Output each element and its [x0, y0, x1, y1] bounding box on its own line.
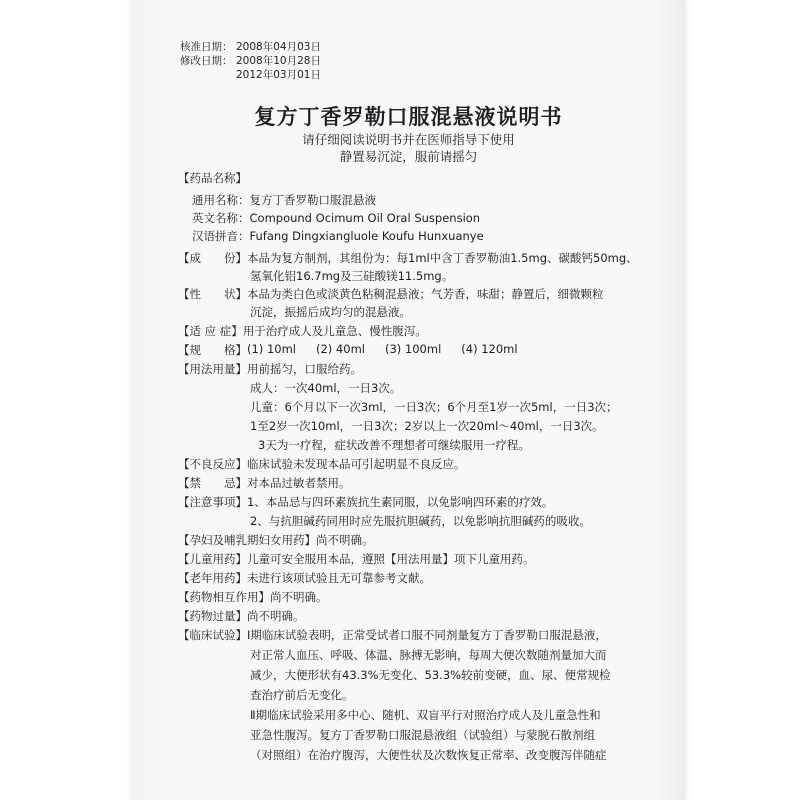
clinical-line-1: Ⅰ期临床试验表明，正常受试者口服不同剂量复方丁香罗勒口服混悬液， — [247, 628, 607, 642]
clinical-line-6: 亚急性腹泻。复方丁香罗勒口服混悬液组（试验组）与蒙脱石散剂组 — [250, 728, 595, 742]
properties-line-2: 沉淀，振摇后成均匀的混悬液。 — [250, 305, 411, 319]
contraindications-value: 对本品过敏者禁用。 — [247, 476, 351, 490]
adverse-row — [178, 456, 466, 472]
pinyin-label: 汉语拼音： — [192, 229, 250, 243]
clinical-line-2: 对正常人血压、呼吸、体温、脉搏无影响，每周大便次数随剂量加大而 — [250, 648, 607, 662]
pinyin-value: Fufang Dingxiangluole Koufu Hunxuanye — [249, 229, 484, 243]
adverse-value: 临床试验未发现本品可引起明显不良反应。 — [247, 457, 466, 471]
elderly-value: 未进行该项试验且无可靠参考文献。 — [247, 571, 431, 585]
precautions-line-2: 2、与抗胆碱药同用时应先服抗胆碱药，以免影响抗胆碱药的吸收。 — [250, 514, 591, 528]
english-name-label: 英文名称： — [192, 211, 250, 225]
spec-item: (3) 100ml — [384, 342, 442, 356]
subtitle-shake-well: 静置易沉淀，服前请摇匀 — [339, 149, 478, 164]
dosage-line-5: 3天为一疗程，症状改善不理想者可继续服用一疗程。 — [258, 438, 530, 452]
indications-row — [178, 323, 427, 339]
dosage-line-2: 成人：一次40ml，一日3次。 — [250, 381, 402, 395]
properties-row — [178, 286, 604, 302]
elderly-label: 【老年用药】 — [178, 571, 247, 585]
english-name-value: Compound Ocimum Oil Oral Suspension — [249, 211, 481, 225]
specs-row — [178, 342, 538, 358]
ingredients-row — [178, 250, 638, 266]
dosage-line-3: 儿童：6个月以下一次3ml，一日3次；6个月至1岁一次5ml，一日3次； — [250, 400, 618, 414]
approval-date: 2008年04月03日 — [236, 41, 321, 53]
adverse-label: 【不良反应】 — [178, 457, 247, 471]
contraindications-row — [178, 475, 351, 491]
specs-label: 【规 格】 — [178, 343, 247, 357]
interactions-value: 尚不明确。 — [270, 590, 328, 604]
clinical-line-4: 查治疗前后无变化。 — [250, 688, 354, 702]
revision-date-label: 修改日期： — [180, 55, 233, 67]
clinical-line-7: （对照组）在治疗腹泻，大便性状及次数恢复正常率、改变腹泻伴随症 — [250, 748, 607, 762]
revision-date-2: 2012年03月01日 — [236, 69, 321, 81]
dosage-line-1: 用前摇匀，口服给药。 — [247, 362, 362, 376]
precautions-row — [178, 494, 553, 510]
interactions-row — [178, 589, 328, 605]
ingredients-line-1: 本品为复方制剂，其组份为：每1ml中含丁香罗勒油1.5mg、碳酸钙50mg、 — [247, 251, 638, 265]
document-title: 复方丁香罗勒口服混悬液说明书 — [254, 105, 563, 129]
revision-date-1: 2008年10月28日 — [236, 55, 321, 67]
indications-label: 【适 应 症】 — [178, 324, 243, 338]
precautions-line-1: 1、本品忌与四环素族抗生素同服，以免影响四环素的疗效。 — [247, 495, 554, 509]
drug-name-heading: 【药品名称】 — [178, 171, 247, 185]
english-name-row — [192, 210, 480, 226]
generic-name-row — [192, 192, 376, 208]
clinical-row — [178, 627, 607, 643]
ingredients-line-2: 氢氧化铝16.7mg及三硅酸镁11.5mg。 — [250, 269, 454, 283]
pregnancy-row — [178, 532, 374, 548]
children-row — [178, 551, 535, 567]
clinical-line-3: 减少，大便形状有43.3%无变化、53.3%较前变硬，血、尿、便常规检 — [250, 668, 611, 682]
leaflet-paper — [132, 0, 685, 800]
pregnancy-label: 【孕妇及哺乳期妇女用药】 — [178, 533, 316, 547]
indications-value: 用于治疗成人及儿童急、慢性腹泻。 — [242, 324, 427, 338]
clinical-label: 【临床试验】 — [178, 628, 247, 642]
spec-item: (2) 40ml — [315, 342, 365, 356]
ingredients-label: 【成 份】 — [178, 251, 247, 265]
interactions-label: 【药物相互作用】 — [178, 590, 270, 604]
pregnancy-value: 尚不明确。 — [316, 533, 374, 547]
contraindications-label: 【禁 忌】 — [178, 476, 247, 490]
generic-name-label: 通用名称： — [192, 193, 250, 207]
dosage-label: 【用法用量】 — [178, 362, 247, 376]
overdose-label: 【药物过量】 — [178, 609, 247, 623]
pinyin-row — [192, 228, 484, 244]
date-block — [180, 40, 321, 82]
properties-line-1: 本品为类白色或淡黄色粘稠混悬液；气芳香，味甜；静置后，细微颗粒 — [247, 287, 604, 301]
properties-label: 【性 状】 — [178, 287, 247, 301]
elderly-row — [178, 570, 431, 586]
dosage-row — [178, 361, 362, 377]
dosage-line-4: 1至2岁一次10ml，一日3次；2岁以上一次20ml～40ml，一日3次。 — [250, 419, 604, 433]
children-value: 儿童可安全服用本品，遵照【用法用量】项下儿童用药。 — [247, 552, 535, 566]
overdose-row — [178, 608, 305, 624]
clinical-line-5: Ⅱ期临床试验采用多中心、随机、双盲平行对照治疗成人及儿童急性和 — [250, 708, 601, 722]
generic-name-value: 复方丁香罗勒口服混悬液 — [249, 193, 376, 207]
subtitle-read-instructions: 请仔细阅读说明书并在医师指导下使用 — [302, 132, 515, 147]
precautions-label: 【注意事项】 — [178, 495, 247, 509]
spec-item: (4) 120ml — [461, 342, 518, 356]
children-label: 【儿童用药】 — [178, 552, 247, 566]
approval-date-label: 核准日期： — [180, 41, 233, 53]
spec-item: (1) 10ml — [247, 342, 296, 356]
overdose-value: 尚不明确。 — [247, 609, 305, 623]
